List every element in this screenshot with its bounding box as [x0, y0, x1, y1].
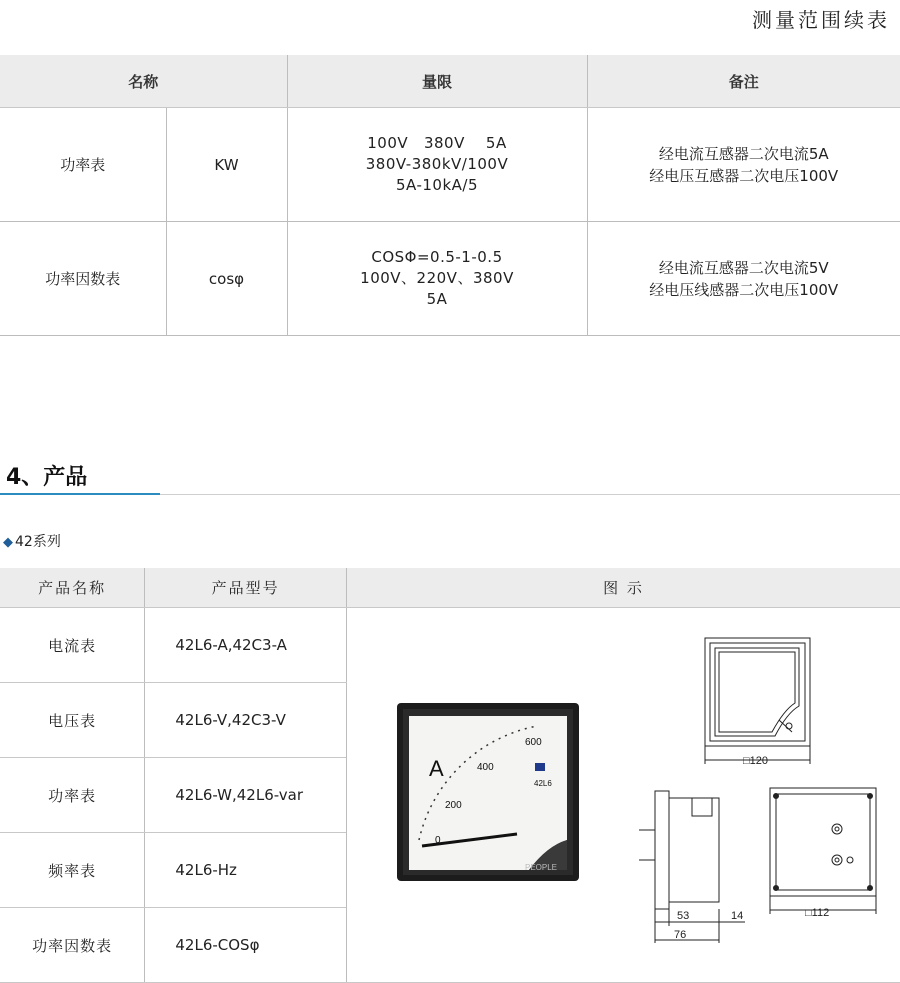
range-line: 100V 380V 5A	[367, 134, 507, 152]
range-line: 5A-10kA/5	[395, 176, 479, 194]
product-name: 电流表	[0, 608, 145, 683]
row-note	[587, 222, 900, 336]
product-table	[0, 568, 900, 983]
logo-icon	[535, 763, 545, 771]
product-figure	[347, 608, 900, 972]
brand-mark: PEOPLE	[524, 863, 557, 872]
product-model: 42L6-V,42C3-V	[145, 683, 347, 758]
diamond-icon: ◆	[3, 535, 13, 550]
header-product-name: 产品名称	[0, 568, 145, 608]
header-range: 量限	[287, 55, 587, 108]
header-note: 备注	[587, 55, 900, 108]
range-table	[0, 55, 900, 336]
scale-label-0: 0	[434, 835, 441, 846]
row-unit: cosφ	[166, 222, 287, 336]
product-name: 电压表	[0, 683, 145, 758]
note-line: 经电压互感器二次电压100V	[649, 166, 839, 185]
header-product-model: 产品型号	[145, 568, 347, 608]
product-table-header	[0, 568, 900, 608]
scale-label-600: 600	[524, 737, 542, 748]
product-model: 42L6-Hz	[145, 833, 347, 908]
row-range	[287, 108, 587, 222]
dim-side-flange: 14	[730, 910, 744, 922]
back-view-drawing	[770, 788, 876, 914]
row-unit: KW	[166, 108, 287, 222]
model-mark: 42L6	[533, 779, 552, 788]
table-row	[0, 108, 900, 222]
table-row	[0, 222, 900, 336]
row-name: 功率因数表	[0, 222, 166, 336]
product-name: 功率因数表	[0, 908, 145, 983]
product-name: 频率表	[0, 833, 145, 908]
note-line: 经电流互感器二次电流5A	[658, 144, 829, 163]
dim-front: □120	[742, 755, 768, 767]
page-title: 测量范围续表	[752, 8, 890, 32]
range-line: 380V-380kV/100V	[365, 155, 509, 173]
row-range	[287, 222, 587, 336]
figure-cell	[346, 608, 900, 983]
meter-unit: A	[428, 756, 444, 781]
row-name: 功率表	[0, 108, 166, 222]
product-name: 功率表	[0, 758, 145, 833]
section-accent-bar	[0, 493, 160, 495]
product-model: 42L6-W,42L6-var	[145, 758, 347, 833]
side-view-drawing	[639, 791, 745, 943]
meter-photo	[397, 703, 579, 881]
range-line: 100V、220V、380V	[360, 269, 514, 287]
table-row	[0, 608, 900, 683]
dim-side-total: 76	[673, 929, 687, 941]
series-label	[3, 531, 61, 551]
product-model: 42L6-A,42C3-A	[145, 608, 347, 683]
header-figure: 图 示	[346, 568, 900, 608]
note-line: 经电压线感器二次电压100V	[649, 280, 839, 299]
range-line: 5A	[426, 290, 448, 308]
note-line: 经电流互感器二次电流5V	[658, 258, 829, 277]
range-line: COSΦ=0.5-1-0.5	[371, 248, 503, 266]
section-title: 4、产品	[6, 465, 88, 490]
header-name: 名称	[0, 55, 287, 108]
series-text: 42系列	[15, 534, 61, 550]
front-view-drawing	[705, 638, 810, 764]
scale-label-400: 400	[476, 762, 494, 773]
dim-back: □112	[804, 907, 830, 919]
scale-label-200: 200	[444, 800, 462, 811]
row-note	[587, 108, 900, 222]
range-table-header	[0, 55, 900, 108]
dim-side-body: 53	[676, 910, 690, 922]
product-model: 42L6-COSφ	[145, 908, 347, 983]
